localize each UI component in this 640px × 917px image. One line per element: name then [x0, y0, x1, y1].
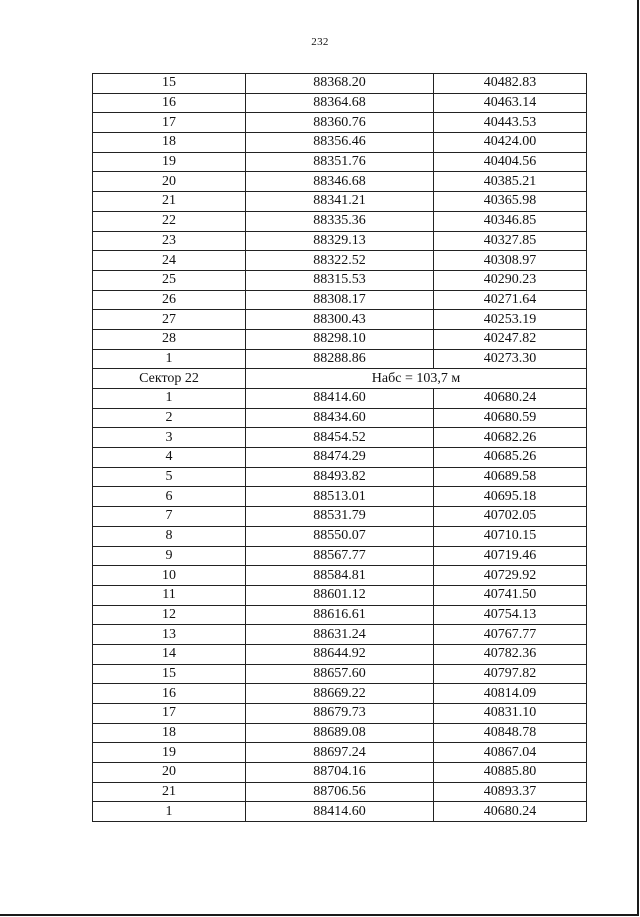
y-coordinate-cell: 40848.78: [434, 723, 587, 743]
x-coordinate-cell: 88288.86: [246, 349, 434, 369]
y-coordinate-cell: 40682.26: [434, 428, 587, 448]
point-number-cell: 3: [93, 428, 246, 448]
table-row: [93, 507, 587, 527]
point-number-cell: 13: [93, 625, 246, 645]
x-coordinate-cell: 88364.68: [246, 93, 434, 113]
point-number-cell: 15: [93, 664, 246, 684]
x-coordinate-cell: 88669.22: [246, 684, 434, 704]
point-number-cell: 1: [93, 802, 246, 822]
x-coordinate-cell: 88454.52: [246, 428, 434, 448]
y-coordinate-cell: 40247.82: [434, 329, 587, 349]
x-coordinate-cell: 88434.60: [246, 408, 434, 428]
point-number-cell: 23: [93, 231, 246, 251]
x-coordinate-cell: 88616.61: [246, 605, 434, 625]
y-coordinate-cell: 40385.21: [434, 172, 587, 192]
table-row: [93, 93, 587, 113]
table-row: [93, 448, 587, 468]
x-coordinate-cell: 88335.36: [246, 211, 434, 231]
table-row: [93, 684, 587, 704]
table-row: [93, 192, 587, 212]
y-coordinate-cell: 40271.64: [434, 290, 587, 310]
table-row: [93, 625, 587, 645]
y-coordinate-cell: 40710.15: [434, 526, 587, 546]
table-row: [93, 251, 587, 271]
table-row: [93, 329, 587, 349]
point-number-cell: 1: [93, 389, 246, 409]
point-number-cell: 25: [93, 270, 246, 290]
x-coordinate-cell: 88631.24: [246, 625, 434, 645]
sector-label: Сектор 22: [93, 369, 246, 389]
point-number-cell: 6: [93, 487, 246, 507]
x-coordinate-cell: 88550.07: [246, 526, 434, 546]
point-number-cell: 8: [93, 526, 246, 546]
y-coordinate-cell: 40680.24: [434, 389, 587, 409]
x-coordinate-cell: 88300.43: [246, 310, 434, 330]
point-number-cell: 10: [93, 566, 246, 586]
x-coordinate-cell: 88706.56: [246, 782, 434, 802]
y-coordinate-cell: 40767.77: [434, 625, 587, 645]
point-number-cell: 19: [93, 743, 246, 763]
x-coordinate-cell: 88414.60: [246, 389, 434, 409]
point-number-cell: 16: [93, 684, 246, 704]
y-coordinate-cell: 40754.13: [434, 605, 587, 625]
x-coordinate-cell: 88329.13: [246, 231, 434, 251]
table-row: [93, 723, 587, 743]
point-number-cell: 17: [93, 113, 246, 133]
point-number-cell: 18: [93, 133, 246, 153]
y-coordinate-cell: 40463.14: [434, 93, 587, 113]
y-coordinate-cell: 40893.37: [434, 782, 587, 802]
y-coordinate-cell: 40729.92: [434, 566, 587, 586]
table-row: [93, 428, 587, 448]
y-coordinate-cell: 40253.19: [434, 310, 587, 330]
x-coordinate-cell: 88341.21: [246, 192, 434, 212]
table-row: [93, 546, 587, 566]
coordinates-table: [92, 73, 587, 822]
y-coordinate-cell: 40308.97: [434, 251, 587, 271]
table-row: [93, 704, 587, 724]
table-row: [93, 349, 587, 369]
point-number-cell: 5: [93, 467, 246, 487]
sector-height-label: Набс = 103,7 м: [246, 369, 587, 389]
point-number-cell: 4: [93, 448, 246, 468]
coordinates-table-body: [93, 74, 587, 822]
point-number-cell: 19: [93, 152, 246, 172]
point-number-cell: 14: [93, 644, 246, 664]
y-coordinate-cell: 40273.30: [434, 349, 587, 369]
point-number-cell: 17: [93, 704, 246, 724]
table-row: [93, 231, 587, 251]
x-coordinate-cell: 88298.10: [246, 329, 434, 349]
x-coordinate-cell: 88308.17: [246, 290, 434, 310]
x-coordinate-cell: 88531.79: [246, 507, 434, 527]
table-row: [93, 152, 587, 172]
table-row: [93, 664, 587, 684]
y-coordinate-cell: 40702.05: [434, 507, 587, 527]
table-row: [93, 133, 587, 153]
y-coordinate-cell: 40719.46: [434, 546, 587, 566]
point-number-cell: 26: [93, 290, 246, 310]
y-coordinate-cell: 40443.53: [434, 113, 587, 133]
table-row: [93, 487, 587, 507]
table-row: [93, 408, 587, 428]
x-coordinate-cell: 88493.82: [246, 467, 434, 487]
point-number-cell: 18: [93, 723, 246, 743]
point-number-cell: 28: [93, 329, 246, 349]
table-row: [93, 585, 587, 605]
y-coordinate-cell: 40689.58: [434, 467, 587, 487]
table-row: [93, 802, 587, 822]
table-row: [93, 389, 587, 409]
x-coordinate-cell: 88322.52: [246, 251, 434, 271]
y-coordinate-cell: 40867.04: [434, 743, 587, 763]
table-row: [93, 526, 587, 546]
point-number-cell: 20: [93, 172, 246, 192]
point-number-cell: 11: [93, 585, 246, 605]
y-coordinate-cell: 40695.18: [434, 487, 587, 507]
y-coordinate-cell: 40885.80: [434, 763, 587, 783]
y-coordinate-cell: 40424.00: [434, 133, 587, 153]
table-row: [93, 211, 587, 231]
x-coordinate-cell: 88356.46: [246, 133, 434, 153]
table-row: [93, 172, 587, 192]
table-row: [93, 782, 587, 802]
point-number-cell: 21: [93, 782, 246, 802]
sector-header-row: [93, 369, 587, 389]
table-row: [93, 310, 587, 330]
x-coordinate-cell: 88474.29: [246, 448, 434, 468]
point-number-cell: 7: [93, 507, 246, 527]
x-coordinate-cell: 88360.76: [246, 113, 434, 133]
y-coordinate-cell: 40831.10: [434, 704, 587, 724]
x-coordinate-cell: 88679.73: [246, 704, 434, 724]
table-row: [93, 74, 587, 94]
point-number-cell: 24: [93, 251, 246, 271]
table-row: [93, 743, 587, 763]
point-number-cell: 15: [93, 74, 246, 94]
x-coordinate-cell: 88584.81: [246, 566, 434, 586]
x-coordinate-cell: 88567.77: [246, 546, 434, 566]
y-coordinate-cell: 40290.23: [434, 270, 587, 290]
table-row: [93, 467, 587, 487]
page-number: 232: [311, 36, 329, 48]
table-row: [93, 290, 587, 310]
y-coordinate-cell: 40685.26: [434, 448, 587, 468]
table-row: [93, 605, 587, 625]
point-number-cell: 9: [93, 546, 246, 566]
y-coordinate-cell: 40680.24: [434, 802, 587, 822]
point-number-cell: 1: [93, 349, 246, 369]
x-coordinate-cell: 88315.53: [246, 270, 434, 290]
y-coordinate-cell: 40482.83: [434, 74, 587, 94]
point-number-cell: 21: [93, 192, 246, 212]
y-coordinate-cell: 40365.98: [434, 192, 587, 212]
y-coordinate-cell: 40782.36: [434, 644, 587, 664]
point-number-cell: 16: [93, 93, 246, 113]
x-coordinate-cell: 88704.16: [246, 763, 434, 783]
table-row: [93, 566, 587, 586]
x-coordinate-cell: 88644.92: [246, 644, 434, 664]
x-coordinate-cell: 88601.12: [246, 585, 434, 605]
table-row: [93, 644, 587, 664]
x-coordinate-cell: 88368.20: [246, 74, 434, 94]
x-coordinate-cell: 88351.76: [246, 152, 434, 172]
y-coordinate-cell: 40814.09: [434, 684, 587, 704]
x-coordinate-cell: 88657.60: [246, 664, 434, 684]
x-coordinate-cell: 88689.08: [246, 723, 434, 743]
point-number-cell: 27: [93, 310, 246, 330]
x-coordinate-cell: 88513.01: [246, 487, 434, 507]
y-coordinate-cell: 40680.59: [434, 408, 587, 428]
y-coordinate-cell: 40327.85: [434, 231, 587, 251]
point-number-cell: 2: [93, 408, 246, 428]
table-row: [93, 270, 587, 290]
point-number-cell: 20: [93, 763, 246, 783]
point-number-cell: 12: [93, 605, 246, 625]
y-coordinate-cell: 40346.85: [434, 211, 587, 231]
x-coordinate-cell: 88346.68: [246, 172, 434, 192]
y-coordinate-cell: 40404.56: [434, 152, 587, 172]
point-number-cell: 22: [93, 211, 246, 231]
x-coordinate-cell: 88697.24: [246, 743, 434, 763]
x-coordinate-cell: 88414.60: [246, 802, 434, 822]
table-row: [93, 113, 587, 133]
y-coordinate-cell: 40797.82: [434, 664, 587, 684]
y-coordinate-cell: 40741.50: [434, 585, 587, 605]
table-row: [93, 763, 587, 783]
